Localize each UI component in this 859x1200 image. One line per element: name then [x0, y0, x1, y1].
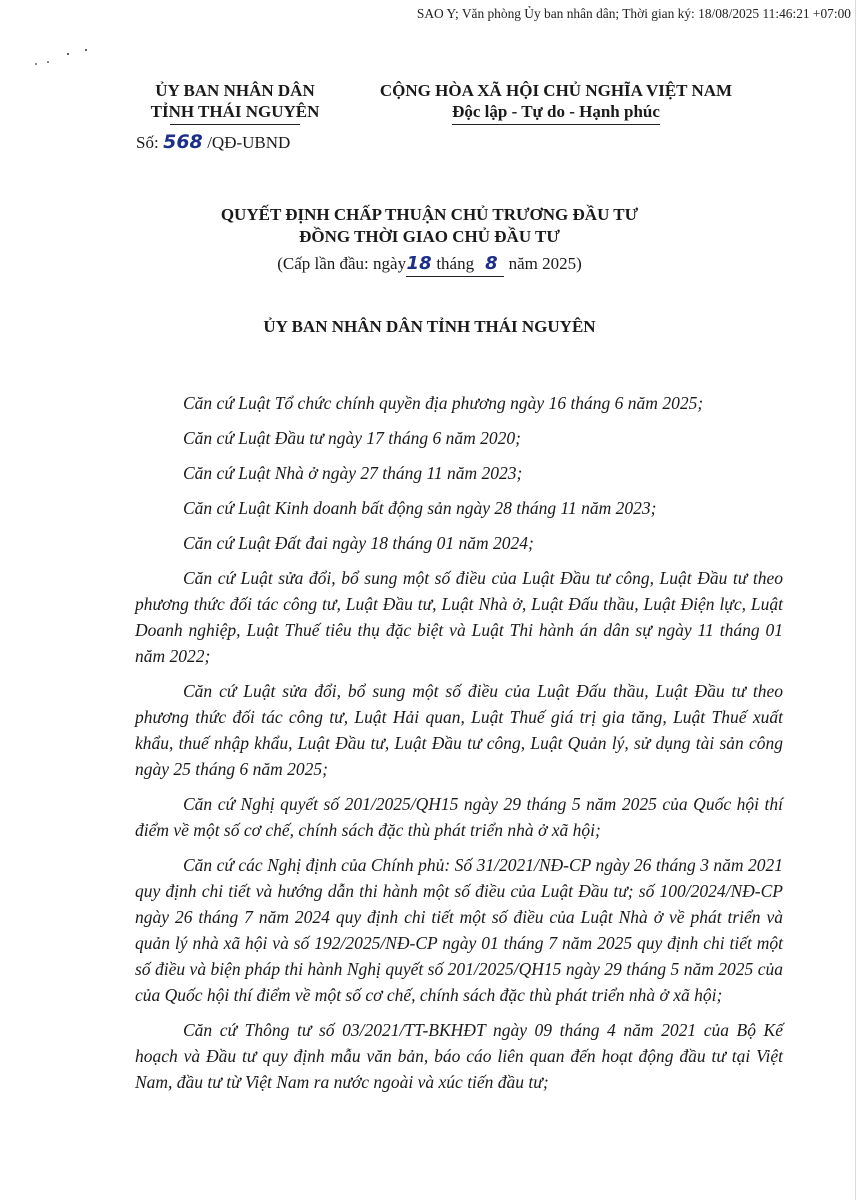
decision-title-line-1: QUYẾT ĐỊNH CHẤP THUẬN CHỦ TRƯƠNG ĐẦU TƯ — [220, 205, 639, 224]
issue-month-label: tháng — [436, 254, 475, 273]
document-number — [136, 130, 290, 155]
handwritten-day: 18 — [406, 253, 432, 274]
legal-basis-item: Căn cứ Luật sửa đổi, bổ sung một số điều của Luật Đầu tư công, Luật Đầu tư theo phương thức đối tác công tư, Luật Đầu tư, Luật Nhà ở, Luật Đấu thầu, Luật Điện lực, Luật Doanh nghiệp, Luật Thuế tiêu thụ đặc biệt và Luật Thi hành án dân sự ngày 11 tháng 01 năm 2022; — [135, 568, 783, 666]
national-heading — [352, 80, 760, 125]
legal-basis-item: Căn cứ Luật Nhà ở ngày 27 tháng 11 năm 2023; — [183, 463, 523, 483]
legal-basis-item: Căn cứ Thông tư số 03/2021/TT-BKHĐT ngày 09 tháng 4 năm 2021 của Bộ Kế hoạch và Đầu tư quy định mẫu văn bản, báo cáo liên quan đến hoạt động đầu tư tại Việt Nam, đầu tư từ Việt Nam ra nước ngoài và xúc tiến đầu tư; — [135, 1020, 783, 1092]
issue-year: năm 2025) — [508, 254, 582, 273]
issue-date — [0, 253, 859, 277]
issuing-authority: ỦY BAN NHÂN DÂN TỈNH THÁI NGUYÊN — [263, 317, 596, 336]
legal-basis-item: Căn cứ Luật Đất đai ngày 18 tháng 01 năm 2024; — [183, 533, 534, 553]
scan-edge-line — [855, 0, 856, 1200]
legal-basis-item: Căn cứ Luật Đầu tư ngày 17 tháng 6 năm 2020; — [183, 428, 521, 448]
decision-title — [0, 204, 859, 248]
agency-line-1: ỦY BAN NHÂN DÂN — [155, 81, 315, 100]
document-number-suffix: /QĐ-UBND — [207, 133, 291, 152]
handwritten-document-number: 568 — [163, 131, 203, 153]
legal-basis-item: Căn cứ Luật Tổ chức chính quyền địa phương ngày 16 tháng 6 năm 2025; — [183, 393, 704, 413]
document-number-prefix: Số: — [136, 133, 159, 152]
agency-underline — [170, 124, 300, 125]
legal-basis-item: Căn cứ Nghị quyết số 201/2025/QH15 ngày 29 tháng 5 năm 2025 của Quốc hội thí điểm về một số cơ chế, chính sách đặc thù phát triển nhà ở xã hội; — [135, 794, 783, 840]
legal-bases — [135, 390, 783, 1104]
legal-basis-item: Căn cứ các Nghị định của Chính phủ: Số 31/2021/NĐ-CP ngày 26 tháng 3 năm 2021 quy định chi tiết và hướng dẫn thi hành một số điều của Luật Đầu tư; số 100/2024/NĐ-CP ngày 26 tháng 7 năm 2024 quy định chi tiết một số điều của Luật Nhà ở về phát triển và quản lý nhà xã hội và số 192/2025/NĐ-CP ngày 01 tháng 7 năm 2025 quy định chi tiết một số điều và biện pháp thi hành Nghị quyết số 201/2025/QH15 ngày 29 tháng 5 năm 2025 của của Quốc hội thí điểm về một số cơ chế, chính sách đặc thù phát triển nhà ở xã hội; — [135, 855, 783, 1005]
legal-basis-item: Căn cứ Luật sửa đổi, bổ sung một số điều của Luật Đấu thầu, Luật Đầu tư theo phương thức đối tác công tư, Luật Hải quan, Luật Thuế giá trị gia tăng, Luật Thuế xuất khẩu, thuế nhập khẩu, Luật Đầu tư, Luật Đầu tư công, Luật Quản lý, sử dụng tài sản công ngày 25 tháng 6 năm 2025; — [135, 681, 783, 779]
digital-signature-stamp: SAO Y; Văn phòng Ủy ban nhân dân; Thời gian ký: 18/08/2025 11:46:21 +07:00 — [416, 6, 851, 21]
handwritten-month: 8 — [485, 253, 498, 274]
agency-line-2: TỈNH THÁI NGUYÊN — [150, 102, 320, 121]
issue-date-open: (Cấp lần đầu: ngày — [277, 254, 407, 273]
nation-motto: Độc lập - Tự do - Hạnh phúc — [452, 101, 660, 125]
nation-name: CỘNG HÒA XÃ HỘI CHỦ NGHĨA VIỆT NAM — [379, 81, 733, 100]
issuing-agency — [120, 80, 350, 125]
decision-title-line-2: ĐỒNG THỜI GIAO CHỦ ĐẦU TƯ — [299, 227, 560, 246]
legal-basis-item: Căn cứ Luật Kinh doanh bất động sản ngày 28 tháng 11 năm 2023; — [183, 498, 657, 518]
scan-specks — [28, 44, 98, 74]
